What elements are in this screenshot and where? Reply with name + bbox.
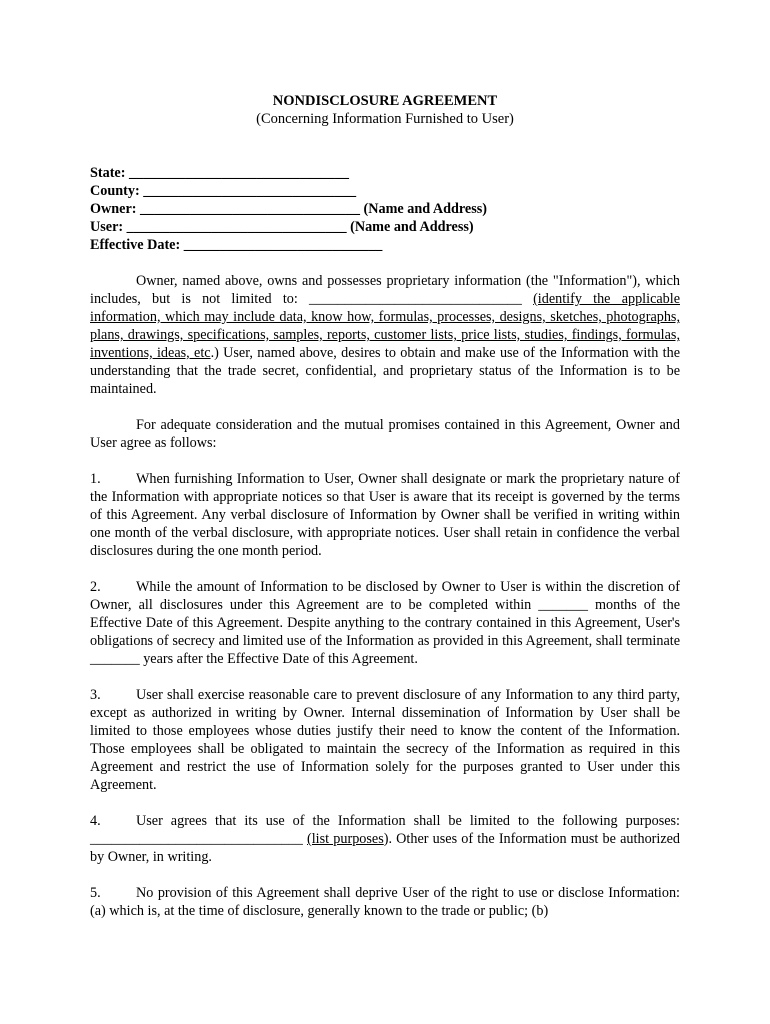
clause-5-number: 5.: [90, 885, 101, 901]
state-field: [90, 164, 680, 182]
clause-4-text-a: User agrees that its use of the Information shall be limited to the following purposes: ______________________________: [90, 813, 680, 847]
intro-paragraph: [90, 272, 680, 398]
clause-4-text-b: ). Other uses of the Information must be authorized by Owner, in writing.: [90, 831, 681, 865]
intro-text-a: Owner, named above, owns and possesses proprietary information (the "Information"), which includes, but is not limited to: ______________________________: [90, 273, 680, 307]
intro-underlined-text: (identify the applicable information, which may include data, know how, formulas, processes, designs, sketches, photographs, plans, drawings, specifications, samples, reports, customer lists, price lists, studies, findings, formulas, inventions, ideas, etc: [90, 291, 680, 361]
state-label: State:: [90, 165, 126, 181]
clause-5: [90, 884, 680, 920]
county-blank[interactable]: ______________________________: [143, 183, 357, 199]
intro-text-b: .) User, named above, desires to obtain and make use of the Information with the understanding that the trade secret, confidential, and proprietary status of the Information is to be maintained.: [90, 345, 680, 397]
user-field: [90, 218, 680, 236]
clause-3-number: 3.: [90, 687, 101, 703]
user-suffix: (Name and Address): [346, 219, 474, 235]
owner-label: Owner:: [90, 201, 137, 217]
county-label: County:: [90, 183, 140, 199]
user-blank[interactable]: _______________________________: [126, 219, 347, 235]
party-fields: [90, 164, 680, 254]
consideration-paragraph: For adequate consideration and the mutual promises contained in this Agreement, Owner and User agree as follows:: [90, 417, 680, 451]
clause-4: [90, 812, 680, 866]
state-blank[interactable]: _______________________________: [129, 165, 349, 181]
clause-2-number: 2.: [90, 579, 101, 595]
clause-4-number: 4.: [90, 813, 101, 829]
clause-3: [90, 686, 680, 794]
document-title: NONDISCLOSURE AGREEMENT: [272, 93, 498, 109]
effective-date-field: [90, 236, 680, 254]
owner-blank[interactable]: _______________________________: [140, 201, 360, 217]
owner-suffix: (Name and Address): [359, 201, 487, 217]
effective-date-label: Effective Date:: [90, 237, 181, 253]
clause-3-text: User shall exercise reasonable care to prevent disclosure of any Information to any third party, except as authorized in writing by Owner. Internal dissemination of Information by User shall be limited to those employees whose duties justify their need to know the content of the Information. Those employees shall be obligated to maintain the secrecy of the Information as required in this Agreement and restrict the use of Information solely for the purposes granted to User under this Agreement.: [90, 687, 680, 793]
user-label: User:: [90, 219, 124, 235]
document-page: [90, 92, 680, 920]
clause-2: [90, 578, 680, 668]
effective-date-blank[interactable]: ____________________________: [180, 237, 383, 253]
document-subtitle: (Concerning Information Furnished to User): [256, 111, 514, 127]
clause-4-underlined-text: (list purposes: [307, 831, 384, 847]
clause-1-text: When furnishing Information to User, Owner shall designate or mark the proprietary nature of the Information with appropriate notices so that User is aware that its receipt is governed by the terms of this Agreement. Any verbal disclosure of Information by Owner shall be verified in writing within one month of the verbal disclosure, with appropriate notices. User shall retain in confidence the verbal disclosures during the one month period.: [90, 471, 680, 559]
clause-2-text: While the amount of Information to be disclosed by Owner to User is within the discretion of Owner, all disclosures under this Agreement are to be completed within _______ months of the Effective Date of this Agreement. Despite anything to the contrary contained in this Agreement, User's obligations of secrecy and limited use of the Information as provided in this Agreement, shall terminate _______ years after the Effective Date of this Agreement.: [90, 579, 680, 667]
owner-field: [90, 200, 680, 218]
county-field: [90, 182, 680, 200]
clause-5-text: No provision of this Agreement shall deprive User of the right to use or disclose Information: (a) which is, at the time of disclosure, generally known to the trade or public; (b): [90, 885, 680, 919]
clause-1: [90, 470, 680, 560]
clause-1-number: 1.: [90, 471, 101, 487]
